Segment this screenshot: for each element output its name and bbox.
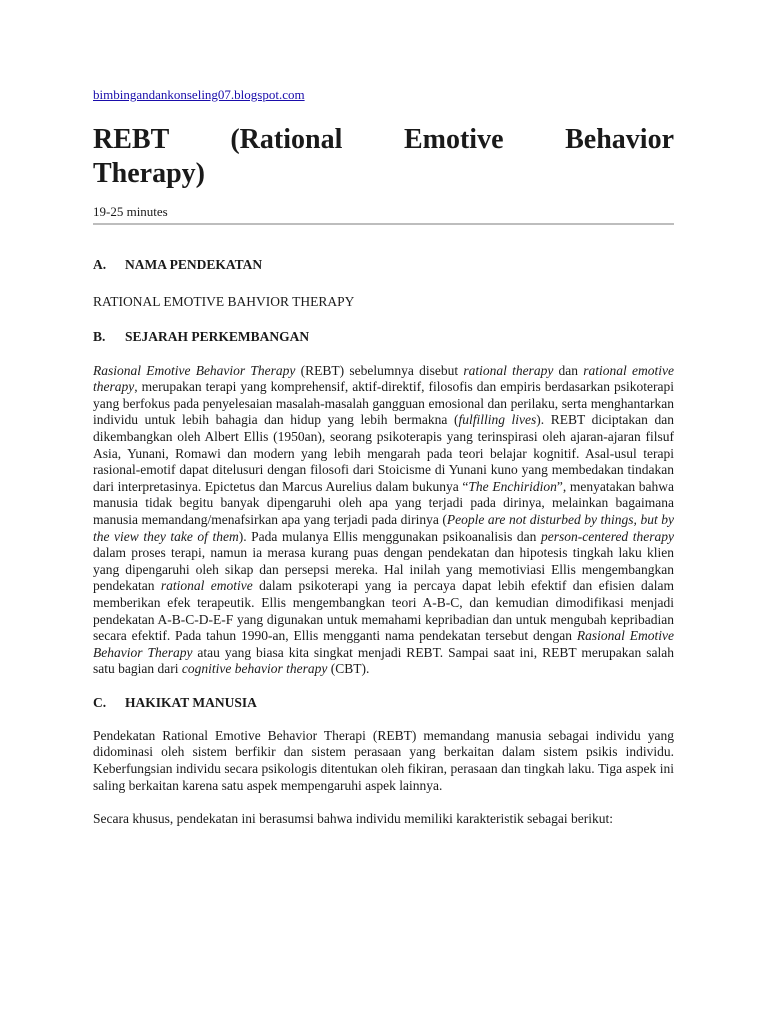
italic-term: People are not disturbed by things, but by the view they take of them bbox=[93, 511, 674, 544]
italic-term: The Enchiridion bbox=[468, 478, 557, 494]
history-paragraph bbox=[93, 363, 674, 678]
italic-term: rational therapy bbox=[463, 362, 554, 378]
italic-term: rational emotive therapy bbox=[93, 362, 674, 395]
section-heading-c bbox=[93, 695, 674, 711]
italic-term: cognitive behavior therapy bbox=[181, 661, 328, 677]
document-page bbox=[93, 87, 674, 828]
section-title: HAKIKAT MANUSIA bbox=[125, 694, 257, 710]
text-run: (CBT). bbox=[327, 661, 370, 677]
section-title: NAMA PENDEKATAN bbox=[125, 257, 263, 272]
section-heading-a bbox=[93, 257, 674, 273]
section-letter: A. bbox=[93, 257, 107, 272]
text-run: ”, menyatakan bahwa manusia tidak begitu banyak dipengaruhi oleh apa yang terjadi pada dirinya, melainkan bagaimana manusia memandang/menafsirkan apa yang terjadi pada dirinya ( bbox=[93, 478, 674, 527]
title-line-1 bbox=[93, 123, 674, 157]
section-title: SEJARAH PERKEMBANGAN bbox=[125, 328, 310, 344]
human-nature-paragraph-2: Secara khusus, pendekatan ini berasumsi bahwa individu memiliki karakteristik sebagai berikut: bbox=[93, 811, 613, 827]
title-line-2: Therapy) bbox=[93, 158, 205, 189]
text-run: , merupakan terapi yang komprehensif, aktif-direktif, filosofis dan empiris berdasarkan psikoterapi yang berfokus pada penyelesaian masalah-masalah gangguan emosional dan perilaku, serta menghantarkan individu untuk lebih bahagia dan hidup yang lebih bermakna ( bbox=[93, 379, 674, 428]
reading-time: 19-25 minutes bbox=[93, 204, 168, 219]
italic-term: person-centered therapy bbox=[540, 528, 674, 544]
italic-term: Rasional Emotive Behavior Therapy bbox=[93, 362, 296, 378]
text-run: ). REBT diciptakan dan dikembangkan oleh Albert Ellis (1950an), seorang psikoterapis yang terinspirasi oleh ajaran-ajaran filsuf Asia, Yunani, Romawi dan modern yang lebih mengarah pada teori belajar kognitif. Asal-usul terapi rasional-emotif dapat ditelusuri dengan filosofi dari Stoicisme di Yunani kuno yang membedakan tindakan dari interpretasinya. Epictetus dan Marcus Aurelius dalam bukunya “ bbox=[93, 412, 674, 494]
title-word: Behavior bbox=[565, 124, 674, 155]
section-letter: C. bbox=[93, 694, 107, 710]
title-word: REBT bbox=[93, 124, 169, 155]
title-word: Emotive bbox=[403, 124, 504, 155]
text-run: ). Pada mulanya Ellis menggunakan psikoanalisis dan bbox=[238, 528, 541, 544]
text-run: dan bbox=[553, 362, 584, 378]
section-heading-b bbox=[93, 329, 674, 345]
approach-name: RATIONAL EMOTIVE BAHVIOR THERAPY bbox=[93, 294, 355, 309]
text-run: dalam psikoterapi yang ia percaya dapat lebih efektif dan efisien dalam memberikan efek terapeutik. Ellis mengembangkan teori A-B-C, dan kemudian dimodifikasi menjadi pendekatan A-B-C-D-E-F yang digunakan untuk memahami kepribadian dan untuk mengubah kepribadian secara efektif. Pada tahun 1990-an, Ellis mengganti nama pendekatan tersebut dengan bbox=[93, 578, 675, 644]
human-nature-paragraph-1: Pendekatan Rational Emotive Behavior Therapi (REBT) memandang manusia sebagai individu yang didominasi oleh sistem berfikir dan sistem perasaan yang berkaitan dalam sistem psikis individu. Keberfungsian individu secara psikologis ditentukan oleh fikiran, perasaan dan tingkah laku. Tiga aspek ini saling berkaitan karena satu aspek mempengaruhi aspek lainnya. bbox=[93, 727, 674, 793]
text-run: dalam proses terapi, namun ia merasa kurang puas dengan pendekatan dan hipotesis tingkah laku klien yang dipengaruhi oleh sikap dan persepsi mereka. Hal inilah yang memotiviasi Ellis mengembangkan pendekatan bbox=[93, 545, 674, 594]
text-run: (REBT) sebelumnya disebut bbox=[295, 362, 464, 378]
italic-term: fulfilling lives bbox=[458, 412, 537, 428]
italic-term: Rasional Emotive Behavior Therapy bbox=[93, 628, 675, 660]
text-run: atau yang biasa kita singkat menjadi REBT. Sampai saat ini, REBT merupakan salah satu bagian dari bbox=[93, 644, 674, 677]
italic-term: rational emotive bbox=[160, 578, 253, 594]
section-letter: B. bbox=[93, 328, 106, 344]
title-word: (Rational bbox=[230, 124, 343, 155]
source-link[interactable]: bimbingandankonseling07.blogspot.com bbox=[93, 87, 305, 102]
divider bbox=[93, 223, 674, 225]
